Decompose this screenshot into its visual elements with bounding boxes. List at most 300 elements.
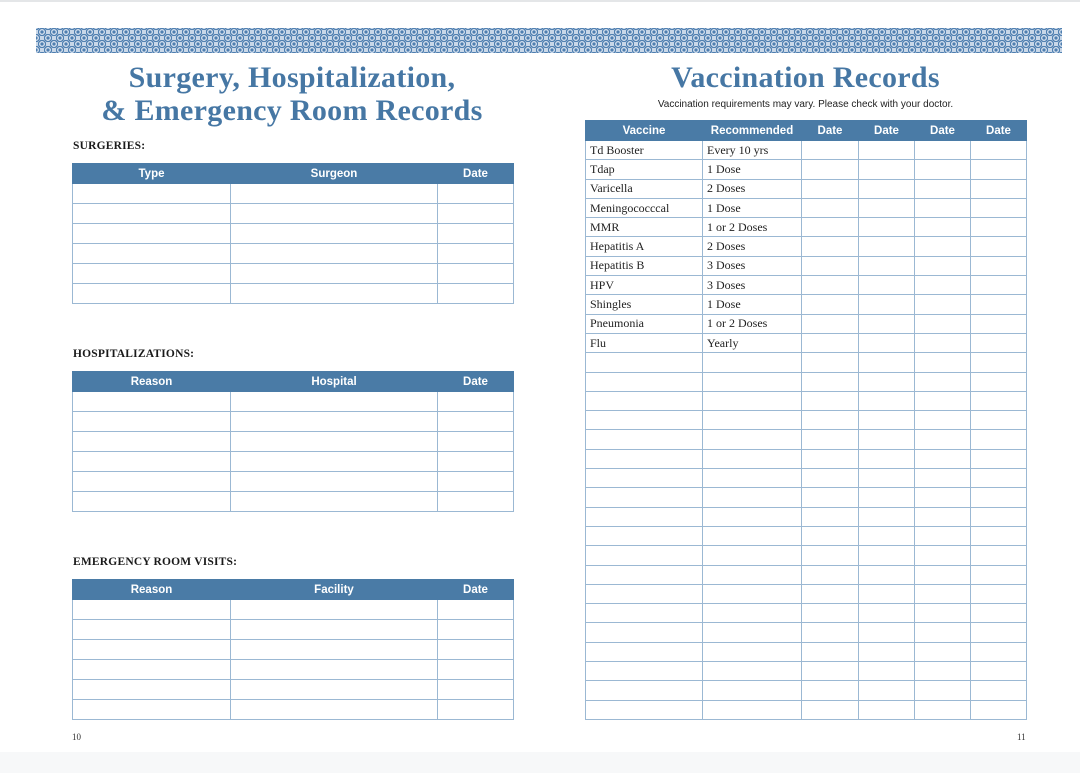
entry-cell[interactable] <box>915 411 971 430</box>
table-header-row <box>73 580 514 600</box>
entry-cell[interactable] <box>859 372 915 391</box>
date-entry-cell[interactable] <box>971 256 1027 275</box>
hospitalizations-table <box>72 371 514 512</box>
table-header-row <box>586 121 1027 141</box>
entry-cell[interactable] <box>859 642 915 661</box>
entry-cell[interactable] <box>73 600 231 620</box>
vaccine-name-cell: HPV <box>586 276 703 295</box>
entry-cell[interactable] <box>703 372 802 391</box>
date-entry-cell[interactable] <box>859 314 915 333</box>
entry-cell[interactable] <box>73 284 231 304</box>
date-entry-cell[interactable] <box>971 179 1027 198</box>
entry-cell[interactable] <box>586 507 703 526</box>
entry-cell[interactable] <box>802 526 859 545</box>
entry-cell[interactable] <box>971 642 1027 661</box>
date-entry-cell[interactable] <box>915 160 971 179</box>
table-row <box>586 584 1027 603</box>
entry-cell[interactable] <box>586 700 703 719</box>
entry-cell[interactable] <box>971 584 1027 603</box>
entry-cell[interactable] <box>231 472 438 492</box>
entry-cell[interactable] <box>438 600 514 620</box>
vaccine-name-cell: Meningococccal <box>586 198 703 217</box>
entry-cell[interactable] <box>802 449 859 468</box>
entry-cell[interactable] <box>971 507 1027 526</box>
table-row <box>73 640 514 660</box>
table-row <box>73 392 514 412</box>
entry-cell[interactable] <box>703 469 802 488</box>
table-row <box>586 179 1027 198</box>
date-entry-cell[interactable] <box>859 295 915 314</box>
entry-cell[interactable] <box>915 488 971 507</box>
entry-cell[interactable] <box>73 620 231 640</box>
date-entry-cell[interactable] <box>802 237 859 256</box>
entry-cell[interactable] <box>586 546 703 565</box>
date-entry-cell[interactable] <box>802 179 859 198</box>
entry-cell[interactable] <box>859 430 915 449</box>
entry-cell[interactable] <box>703 662 802 681</box>
entry-cell[interactable] <box>971 430 1027 449</box>
entry-cell[interactable] <box>73 680 231 700</box>
entry-cell[interactable] <box>971 411 1027 430</box>
table-row <box>586 160 1027 179</box>
table-row <box>586 391 1027 410</box>
entry-cell[interactable] <box>438 244 514 264</box>
entry-cell[interactable] <box>802 642 859 661</box>
entry-cell[interactable] <box>73 224 231 244</box>
entry-cell[interactable] <box>971 353 1027 372</box>
entry-cell[interactable] <box>438 412 514 432</box>
table-row <box>586 546 1027 565</box>
page-number-right: 11 <box>1017 732 1026 742</box>
entry-cell[interactable] <box>438 452 514 472</box>
entry-cell[interactable] <box>73 660 231 680</box>
entry-cell[interactable] <box>703 623 802 642</box>
entry-cell[interactable] <box>73 472 231 492</box>
section-label-hospitalizations: HOSPITALIZATIONS: <box>73 348 195 360</box>
date-entry-cell[interactable] <box>859 237 915 256</box>
entry-cell[interactable] <box>703 449 802 468</box>
column-header-date-1: Date <box>802 121 859 141</box>
entry-cell[interactable] <box>859 565 915 584</box>
entry-cell[interactable] <box>802 353 859 372</box>
entry-cell[interactable] <box>859 681 915 700</box>
entry-cell[interactable] <box>73 244 231 264</box>
column-header-type: Type <box>73 164 231 184</box>
entry-cell[interactable] <box>915 391 971 410</box>
table-row <box>586 526 1027 545</box>
entry-cell[interactable] <box>586 391 703 410</box>
date-entry-cell[interactable] <box>915 179 971 198</box>
recommended-cell: Every 10 yrs <box>703 141 802 160</box>
entry-cell[interactable] <box>438 700 514 720</box>
entry-cell[interactable] <box>971 391 1027 410</box>
entry-cell[interactable] <box>859 604 915 623</box>
entry-cell[interactable] <box>231 640 438 660</box>
entry-cell[interactable] <box>586 449 703 468</box>
table-row <box>73 204 514 224</box>
entry-cell[interactable] <box>915 469 971 488</box>
entry-cell[interactable] <box>915 430 971 449</box>
entry-cell[interactable] <box>971 565 1027 584</box>
entry-cell[interactable] <box>859 449 915 468</box>
table-header-row <box>73 164 514 184</box>
entry-cell[interactable] <box>915 584 971 603</box>
column-header-date-2: Date <box>859 121 915 141</box>
vaccine-name-cell: Tdap <box>586 160 703 179</box>
table-row <box>73 700 514 720</box>
date-entry-cell[interactable] <box>971 276 1027 295</box>
entry-cell[interactable] <box>859 353 915 372</box>
entry-cell[interactable] <box>802 604 859 623</box>
entry-cell[interactable] <box>802 565 859 584</box>
table-row <box>73 224 514 244</box>
entry-cell[interactable] <box>586 430 703 449</box>
entry-cell[interactable] <box>231 244 438 264</box>
emergency-room-table <box>72 579 514 720</box>
column-header-recommended: Recommended <box>703 121 802 141</box>
table-row <box>73 244 514 264</box>
entry-cell[interactable] <box>73 412 231 432</box>
recommended-cell: 3 Doses <box>703 256 802 275</box>
entry-cell[interactable] <box>231 700 438 720</box>
entry-cell[interactable] <box>915 449 971 468</box>
recommended-cell: 1 Dose <box>703 160 802 179</box>
section-label-emergency-room-visits: EMERGENCY ROOM VISITS: <box>73 556 238 568</box>
entry-cell[interactable] <box>971 604 1027 623</box>
entry-cell[interactable] <box>802 681 859 700</box>
entry-cell[interactable] <box>971 623 1027 642</box>
date-entry-cell[interactable] <box>802 141 859 160</box>
entry-cell[interactable] <box>859 662 915 681</box>
entry-cell[interactable] <box>915 623 971 642</box>
date-entry-cell[interactable] <box>802 256 859 275</box>
table-row <box>586 681 1027 700</box>
date-entry-cell[interactable] <box>859 333 915 352</box>
entry-cell[interactable] <box>231 264 438 284</box>
table-row <box>73 452 514 472</box>
entry-cell[interactable] <box>586 623 703 642</box>
entry-cell[interactable] <box>703 700 802 719</box>
date-entry-cell[interactable] <box>915 256 971 275</box>
date-entry-cell[interactable] <box>915 141 971 160</box>
table-row <box>73 680 514 700</box>
entry-cell[interactable] <box>971 488 1027 507</box>
entry-cell[interactable] <box>438 184 514 204</box>
entry-cell[interactable] <box>915 700 971 719</box>
entry-cell[interactable] <box>859 469 915 488</box>
decorative-pattern-band <box>36 28 1062 53</box>
entry-cell[interactable] <box>438 224 514 244</box>
entry-cell[interactable] <box>802 411 859 430</box>
surgeries-table <box>72 163 514 304</box>
entry-cell[interactable] <box>586 411 703 430</box>
entry-cell[interactable] <box>703 353 802 372</box>
entry-cell[interactable] <box>586 469 703 488</box>
vaccination-table <box>585 120 1027 720</box>
entry-cell[interactable] <box>971 546 1027 565</box>
column-header-date: Date <box>438 580 514 600</box>
date-entry-cell[interactable] <box>802 314 859 333</box>
entry-cell[interactable] <box>971 700 1027 719</box>
entry-cell[interactable] <box>703 681 802 700</box>
column-header-vaccine: Vaccine <box>586 121 703 141</box>
table-row <box>586 662 1027 681</box>
entry-cell[interactable] <box>703 488 802 507</box>
entry-cell[interactable] <box>231 452 438 472</box>
table-row <box>586 372 1027 391</box>
date-entry-cell[interactable] <box>915 198 971 217</box>
entry-cell[interactable] <box>915 372 971 391</box>
table-row <box>586 642 1027 661</box>
entry-cell[interactable] <box>859 623 915 642</box>
date-entry-cell[interactable] <box>971 295 1027 314</box>
entry-cell[interactable] <box>915 353 971 372</box>
entry-cell[interactable] <box>586 565 703 584</box>
entry-cell[interactable] <box>915 565 971 584</box>
entry-cell[interactable] <box>586 642 703 661</box>
vaccination-note: Vaccination requirements may vary. Please check with your doctor. <box>657 99 954 110</box>
entry-cell[interactable] <box>802 430 859 449</box>
table-row <box>586 141 1027 160</box>
date-entry-cell[interactable] <box>971 198 1027 217</box>
date-entry-cell[interactable] <box>859 276 915 295</box>
table-row <box>73 184 514 204</box>
table-row <box>586 198 1027 217</box>
entry-cell[interactable] <box>438 620 514 640</box>
recommended-cell: 1 Dose <box>703 295 802 314</box>
entry-cell[interactable] <box>231 184 438 204</box>
entry-cell[interactable] <box>438 392 514 412</box>
entry-cell[interactable] <box>438 640 514 660</box>
date-entry-cell[interactable] <box>915 276 971 295</box>
date-entry-cell[interactable] <box>915 237 971 256</box>
table-row <box>586 256 1027 275</box>
entry-cell[interactable] <box>231 412 438 432</box>
entry-cell[interactable] <box>802 372 859 391</box>
entry-cell[interactable] <box>703 565 802 584</box>
table-row <box>586 353 1027 372</box>
table-row <box>586 295 1027 314</box>
table-row <box>586 411 1027 430</box>
entry-cell[interactable] <box>231 392 438 412</box>
date-entry-cell[interactable] <box>971 141 1027 160</box>
entry-cell[interactable] <box>438 680 514 700</box>
entry-cell[interactable] <box>703 411 802 430</box>
entry-cell[interactable] <box>859 526 915 545</box>
entry-cell[interactable] <box>915 662 971 681</box>
entry-cell[interactable] <box>915 642 971 661</box>
entry-cell[interactable] <box>586 662 703 681</box>
date-entry-cell[interactable] <box>859 179 915 198</box>
right-page-title: Vaccination Records <box>671 61 940 94</box>
entry-cell[interactable] <box>971 662 1027 681</box>
recommended-cell: 1 or 2 Doses <box>703 314 802 333</box>
entry-cell[interactable] <box>703 604 802 623</box>
entry-cell[interactable] <box>231 620 438 640</box>
entry-cell[interactable] <box>231 204 438 224</box>
entry-cell[interactable] <box>438 204 514 224</box>
entry-cell[interactable] <box>231 432 438 452</box>
entry-cell[interactable] <box>703 526 802 545</box>
column-header-date: Date <box>438 164 514 184</box>
date-entry-cell[interactable] <box>915 218 971 237</box>
table-row <box>73 284 514 304</box>
date-entry-cell[interactable] <box>971 160 1027 179</box>
entry-cell[interactable] <box>231 492 438 512</box>
entry-cell[interactable] <box>438 492 514 512</box>
entry-cell[interactable] <box>802 700 859 719</box>
table-row <box>73 412 514 432</box>
entry-cell[interactable] <box>586 681 703 700</box>
entry-cell[interactable] <box>915 681 971 700</box>
table-row <box>586 314 1027 333</box>
table-row <box>73 660 514 680</box>
entry-cell[interactable] <box>971 469 1027 488</box>
date-entry-cell[interactable] <box>859 256 915 275</box>
entry-cell[interactable] <box>231 680 438 700</box>
entry-cell[interactable] <box>971 372 1027 391</box>
entry-cell[interactable] <box>971 526 1027 545</box>
table-row <box>586 276 1027 295</box>
table-row <box>586 218 1027 237</box>
date-entry-cell[interactable] <box>859 160 915 179</box>
entry-cell[interactable] <box>73 392 231 412</box>
entry-cell[interactable] <box>73 204 231 224</box>
entry-cell[interactable] <box>703 642 802 661</box>
entry-cell[interactable] <box>859 411 915 430</box>
entry-cell[interactable] <box>438 284 514 304</box>
entry-cell[interactable] <box>73 640 231 660</box>
entry-cell[interactable] <box>231 600 438 620</box>
entry-cell[interactable] <box>859 546 915 565</box>
table-row <box>586 449 1027 468</box>
entry-cell[interactable] <box>73 184 231 204</box>
table-row <box>586 507 1027 526</box>
entry-cell[interactable] <box>915 546 971 565</box>
left-title-line-2: & Emergency Room Records <box>101 94 483 127</box>
entry-cell[interactable] <box>802 488 859 507</box>
entry-cell[interactable] <box>971 681 1027 700</box>
entry-cell[interactable] <box>703 546 802 565</box>
date-entry-cell[interactable] <box>802 276 859 295</box>
entry-cell[interactable] <box>586 488 703 507</box>
left-title-line-1: Surgery, Hospitalization, <box>128 61 456 94</box>
recommended-cell: 1 Dose <box>703 198 802 217</box>
table-row <box>586 565 1027 584</box>
entry-cell[interactable] <box>915 507 971 526</box>
date-entry-cell[interactable] <box>859 141 915 160</box>
date-entry-cell[interactable] <box>915 333 971 352</box>
entry-cell[interactable] <box>915 604 971 623</box>
recommended-cell: 2 Doses <box>703 237 802 256</box>
bottom-edge <box>0 752 1080 773</box>
entry-cell[interactable] <box>73 452 231 472</box>
table-row <box>586 700 1027 719</box>
vaccine-name-cell: Hepatitis A <box>586 237 703 256</box>
entry-cell[interactable] <box>586 584 703 603</box>
left-page-title <box>72 61 512 127</box>
recommended-cell: 1 or 2 Doses <box>703 218 802 237</box>
entry-cell[interactable] <box>73 492 231 512</box>
table-row <box>73 492 514 512</box>
table-row <box>586 430 1027 449</box>
table-row <box>586 237 1027 256</box>
entry-cell[interactable] <box>802 623 859 642</box>
table-row <box>586 604 1027 623</box>
date-entry-cell[interactable] <box>971 333 1027 352</box>
recommended-cell: 3 Doses <box>703 276 802 295</box>
table-row <box>586 469 1027 488</box>
date-entry-cell[interactable] <box>971 314 1027 333</box>
date-entry-cell[interactable] <box>802 218 859 237</box>
vaccine-name-cell: Shingles <box>586 295 703 314</box>
entry-cell[interactable] <box>703 584 802 603</box>
table-row <box>73 432 514 452</box>
recommended-cell: 2 Doses <box>703 179 802 198</box>
entry-cell[interactable] <box>438 472 514 492</box>
entry-cell[interactable] <box>231 224 438 244</box>
entry-cell[interactable] <box>586 604 703 623</box>
vaccine-name-cell: Flu <box>586 333 703 352</box>
entry-cell[interactable] <box>703 430 802 449</box>
top-edge <box>0 0 1080 2</box>
entry-cell[interactable] <box>586 353 703 372</box>
date-entry-cell[interactable] <box>859 218 915 237</box>
entry-cell[interactable] <box>231 284 438 304</box>
section-label-surgeries: SURGERIES: <box>73 140 146 152</box>
date-entry-cell[interactable] <box>915 295 971 314</box>
page-number-left: 10 <box>72 732 81 742</box>
entry-cell[interactable] <box>73 432 231 452</box>
entry-cell[interactable] <box>586 526 703 545</box>
table-row <box>73 264 514 284</box>
date-entry-cell[interactable] <box>859 198 915 217</box>
entry-cell[interactable] <box>859 700 915 719</box>
entry-cell[interactable] <box>802 469 859 488</box>
entry-cell[interactable] <box>971 449 1027 468</box>
entry-cell[interactable] <box>802 662 859 681</box>
entry-cell[interactable] <box>703 507 802 526</box>
entry-cell[interactable] <box>73 700 231 720</box>
date-entry-cell[interactable] <box>802 198 859 217</box>
column-header-surgeon: Surgeon <box>231 164 438 184</box>
date-entry-cell[interactable] <box>971 237 1027 256</box>
entry-cell[interactable] <box>802 546 859 565</box>
entry-cell[interactable] <box>73 264 231 284</box>
entry-cell[interactable] <box>915 526 971 545</box>
entry-cell[interactable] <box>438 432 514 452</box>
entry-cell[interactable] <box>802 507 859 526</box>
date-entry-cell[interactable] <box>802 295 859 314</box>
entry-cell[interactable] <box>802 584 859 603</box>
date-entry-cell[interactable] <box>971 218 1027 237</box>
vaccine-name-cell: Pneumonia <box>586 314 703 333</box>
entry-cell[interactable] <box>703 391 802 410</box>
date-entry-cell[interactable] <box>802 333 859 352</box>
entry-cell[interactable] <box>859 584 915 603</box>
date-entry-cell[interactable] <box>802 160 859 179</box>
entry-cell[interactable] <box>586 372 703 391</box>
date-entry-cell[interactable] <box>915 314 971 333</box>
entry-cell[interactable] <box>859 391 915 410</box>
entry-cell[interactable] <box>438 660 514 680</box>
entry-cell[interactable] <box>859 488 915 507</box>
table-row <box>73 472 514 492</box>
entry-cell[interactable] <box>231 660 438 680</box>
entry-cell[interactable] <box>438 264 514 284</box>
entry-cell[interactable] <box>859 507 915 526</box>
entry-cell[interactable] <box>802 391 859 410</box>
